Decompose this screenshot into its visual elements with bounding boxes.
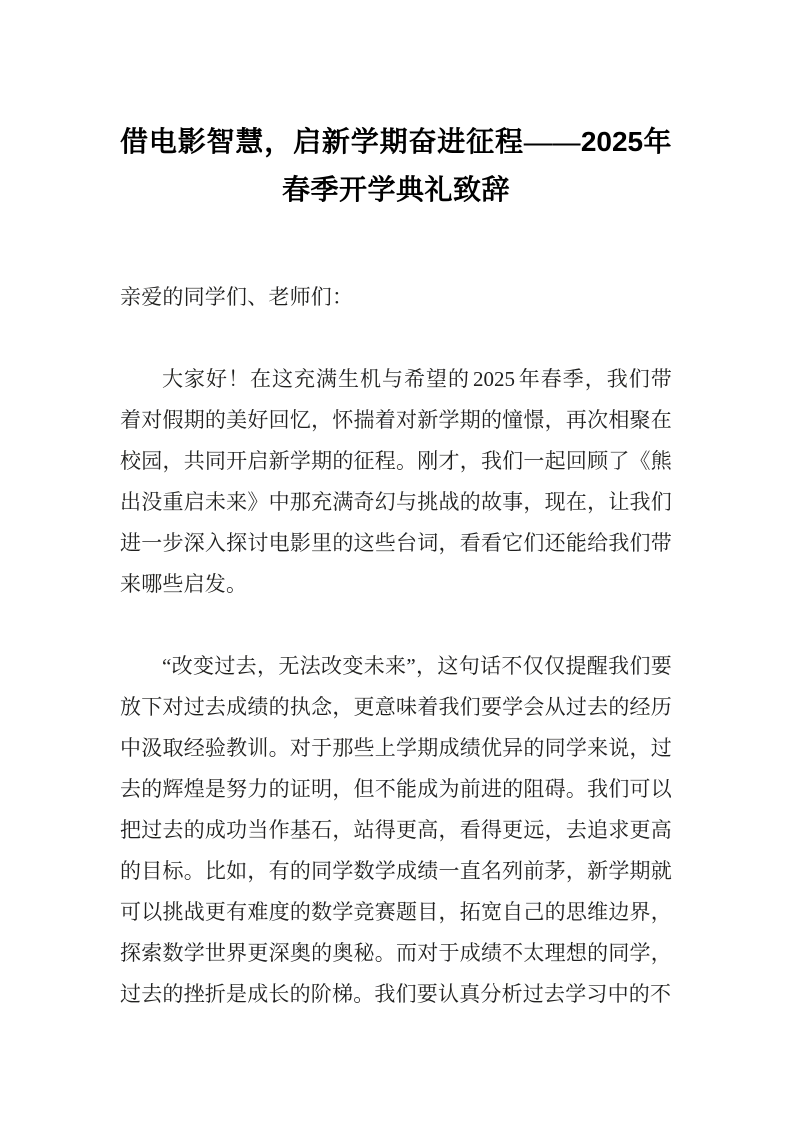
paragraph-opening — [120, 359, 672, 605]
title-text-part-2: 年春季开学典礼致辞 — [281, 127, 672, 206]
title-text-part-1: 借电影智慧，启新学期奋进征程—— — [120, 127, 581, 158]
salutation: 亲爱的同学们、老师们： — [120, 285, 354, 309]
title-year: 2025 — [580, 126, 644, 157]
document-content-column — [120, 0, 672, 1015]
document-body — [120, 277, 672, 1015]
paragraph-opening-text-before-year: 大家好！在这充满生机与希望的 — [162, 367, 470, 391]
paragraph-opening-text-after-year: 年春季，我们带着对假期的美好回忆，怀揣着对新学期的憧憬，再次相聚在校园，共同开启新学期的征程。刚才，我们一起回顾了《熊出没重启未来》中那充满奇幻与挑战的故事，现在，让我们进一步深入探讨电影里的这些台词，看看它们还能给我们带来哪些启发。 — [120, 367, 672, 596]
paragraph-quote-past: “改变过去，无法改变未来”，这句话不仅仅提醒我们要放下对过去成绩的执念，更意味着我们要学会从过去的经历中汲取经验教训。对于那些上学期成绩优异的同学来说，过去的辉煌是努力的证明，但不能成为前进的阻碍。我们可以把过去的成功当作基石，站得更高，看得更远，去追求更高的目标。比如，有的同学数学成绩一直名列前茅，新学期就可以挑战更有难度的数学竞赛题目，拓宽自己的思维边界，探索数学世界更深奥的奥秘。而对于成绩不太理想的同学，过去的挫折是成长的阶梯。我们要认真分析过去学习中的不 — [120, 654, 672, 1006]
paragraph-opening-year: 2025 — [473, 367, 515, 391]
page-title — [120, 0, 672, 215]
